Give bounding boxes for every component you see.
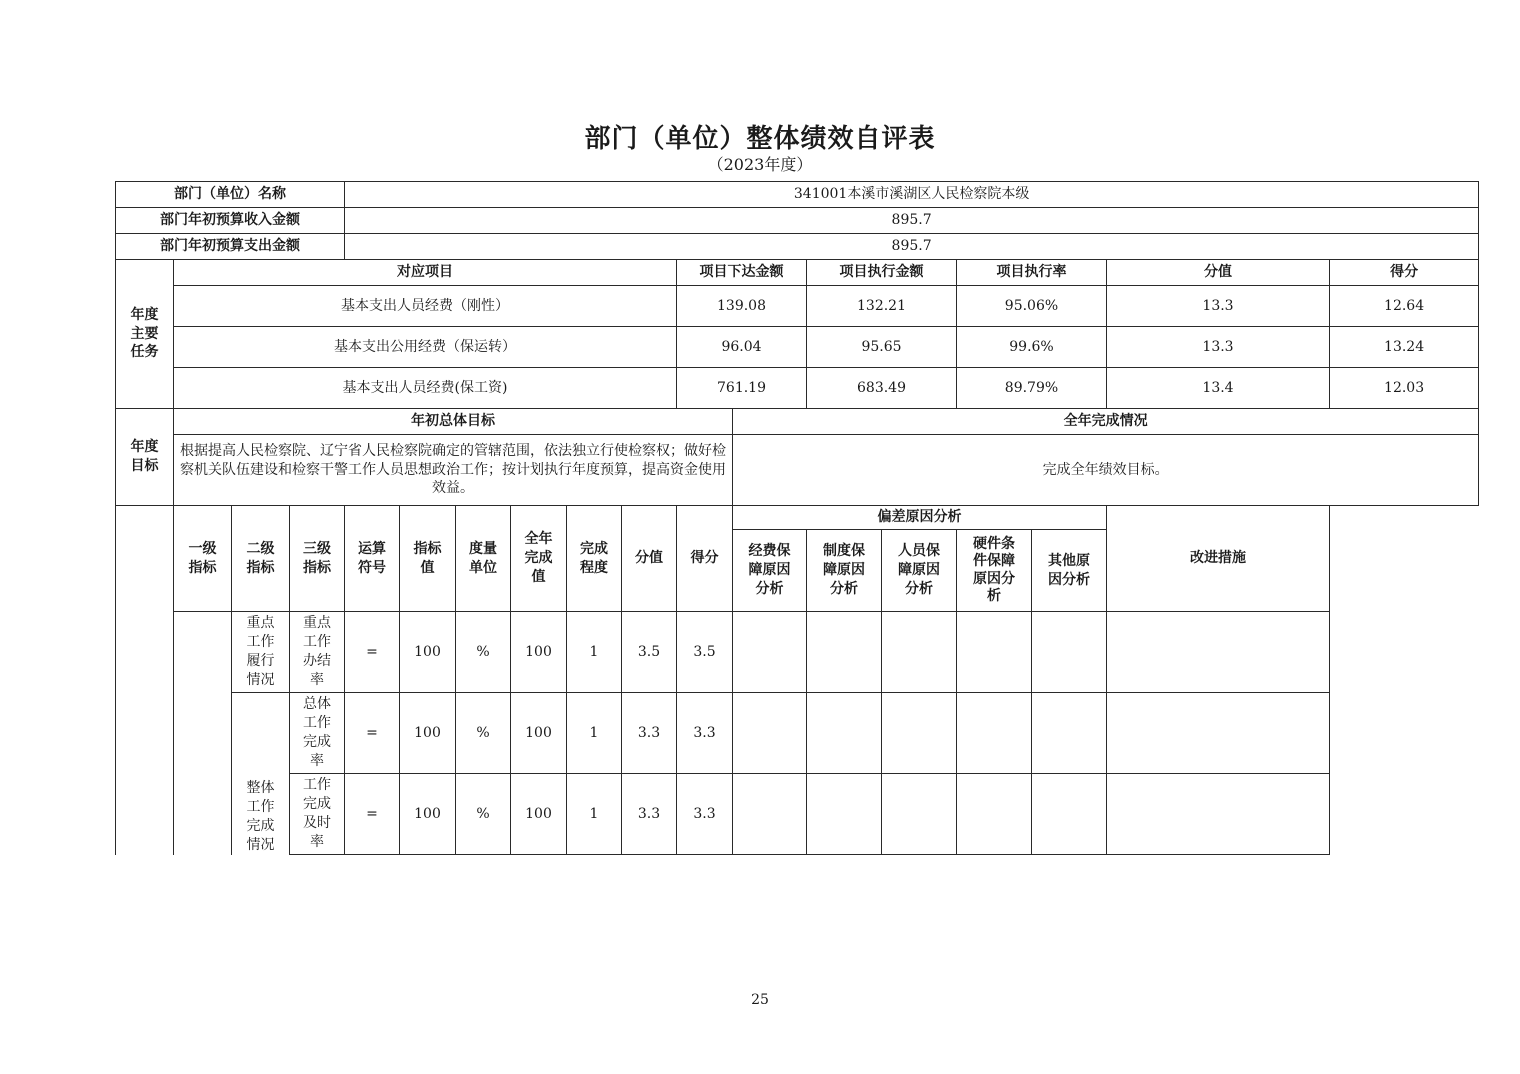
group-overall-work: 整体 工作 完成 情况	[232, 693, 290, 855]
goals-side-label: 年度 目标	[116, 409, 174, 506]
page-subtitle: （2023年度）	[707, 155, 813, 174]
dept-name-row	[116, 182, 1479, 208]
dept-income-row	[116, 208, 1479, 234]
page-number: 25	[751, 992, 769, 1008]
header-score: 得分	[677, 506, 733, 612]
header-dev-hardware: 硬件条 件保障 原因分 析	[957, 530, 1032, 612]
goals-header-row	[116, 409, 1479, 435]
header-target: 指标 值	[400, 506, 456, 612]
indicator-side-cell	[116, 506, 174, 855]
page-title: 部门（单位）整体绩效自评表	[584, 124, 936, 154]
completion-header: 全年完成情况	[733, 409, 1479, 435]
header-level3: 三级 指标	[290, 506, 345, 612]
dept-name-label: 部门（单位）名称	[116, 182, 345, 208]
dept-expense-row	[116, 234, 1479, 260]
level3-cell: 重点 工作 办结 率	[290, 612, 345, 693]
tasks-header-row	[116, 260, 1479, 286]
header-score: 得分	[1330, 260, 1479, 286]
header-issued: 项目下达金额	[677, 260, 807, 286]
header-level1: 一级 指标	[174, 506, 232, 612]
header-operator: 运算 符号	[345, 506, 400, 612]
dept-income-label: 部门年初预算收入金额	[116, 208, 345, 234]
level1-cell	[174, 612, 232, 855]
evaluation-table	[115, 181, 1479, 855]
indicator-row: 整体 工作 完成 情况 总体 工作 完成 率 = 100 % 100 1 3.3 3.3	[116, 693, 1479, 774]
group-key-work: 重点 工作 履行 情况	[232, 612, 290, 693]
task-row: 基本支出公用经费（保运转） 96.04 95.65 99.6% 13.3 13.24	[116, 327, 1479, 368]
initial-goal-text: 根据提高人民检察院、辽宁省人民检察院确定的管辖范围，依法独立行使检察权；做好检察机关队伍建设和检察干警工作人员思想政治工作；按计划执行年度预算，提高资金使用效益。	[174, 435, 733, 506]
goals-content-row	[116, 435, 1479, 506]
completion-text: 完成全年绩效目标。	[733, 435, 1479, 506]
initial-goal-header: 年初总体目标	[174, 409, 733, 435]
header-deviation: 偏差原因分析	[733, 506, 1107, 530]
header-item: 对应项目	[174, 260, 677, 286]
level3-cell: 工作 完成 及时 率	[290, 774, 345, 855]
header-dev-funding: 经费保 障原因 分析	[733, 530, 807, 612]
header-unit: 度量 单位	[456, 506, 511, 612]
dept-expense-label: 部门年初预算支出金额	[116, 234, 345, 260]
header-actual: 全年 完成 值	[511, 506, 567, 612]
dept-income-value: 895.7	[345, 208, 1479, 234]
header-executed: 项目执行金额	[807, 260, 957, 286]
header-score-value: 分值	[622, 506, 677, 612]
indicator-row: 重点 工作 履行 情况 重点 工作 办结 率 = 100 % 100 1 3.5 3.5	[116, 612, 1479, 693]
indicator-row: 工作 完成 及时 率 = 100 % 100 1 3.3 3.3	[116, 774, 1479, 855]
header-dev-system: 制度保 障原因 分析	[807, 530, 882, 612]
indicators-header-row	[116, 506, 1479, 530]
dept-expense-value: 895.7	[345, 234, 1479, 260]
header-dev-other: 其他原 因分析	[1032, 530, 1107, 612]
level3-cell: 总体 工作 完成 率	[290, 693, 345, 774]
header-dev-staff: 人员保 障原因 分析	[882, 530, 957, 612]
task-row: 基本支出人员经费（刚性） 139.08 132.21 95.06% 13.3 12.64	[116, 286, 1479, 327]
header-level2: 二级 指标	[232, 506, 290, 612]
header-improvement: 改进措施	[1107, 506, 1330, 612]
header-degree: 完成 程度	[567, 506, 622, 612]
tasks-side-label: 年度 主要 任务	[116, 260, 174, 409]
header-score-value: 分值	[1107, 260, 1330, 286]
task-row: 基本支出人员经费(保工资) 761.19 683.49 89.79% 13.4 12.03	[116, 368, 1479, 409]
header-rate: 项目执行率	[957, 260, 1107, 286]
dept-name-value: 341001本溪市溪湖区人民检察院本级	[345, 182, 1479, 208]
